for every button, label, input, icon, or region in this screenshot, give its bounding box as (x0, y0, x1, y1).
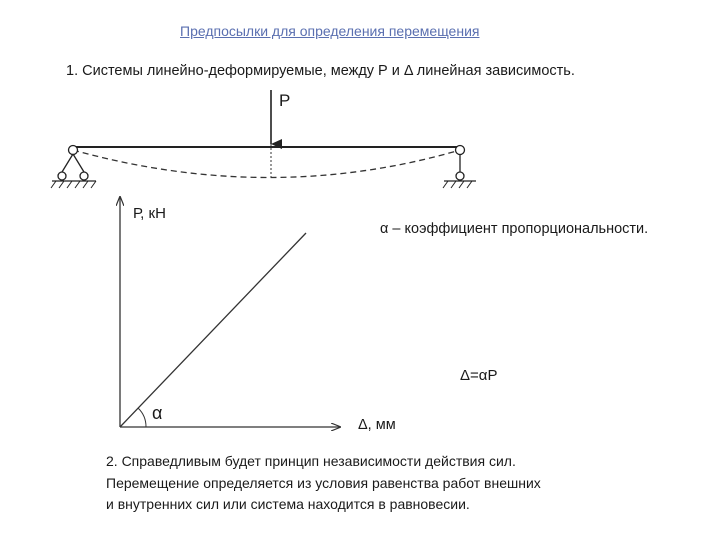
point-2-line-3: и внутренних сил или система находится в равновесии. (106, 496, 470, 512)
p-axis-label: Р, кН (133, 205, 166, 222)
left-pinned-support (51, 146, 96, 189)
alpha-angle-label: α (152, 403, 163, 423)
formula: Δ=αР (460, 367, 498, 384)
beam-diagram (51, 90, 476, 188)
angle-arc (138, 408, 146, 427)
deflected-beam-curve (73, 150, 460, 178)
point-2-line-1: 2. Справедливым будет принцип независимости действия сил. (106, 453, 516, 469)
p-delta-graph (120, 197, 340, 427)
linear-dependence-line (120, 233, 306, 427)
right-roller-support (443, 146, 476, 189)
alpha-definition: α – коэффициент пропорциональности. (380, 221, 649, 237)
delta-axis-label: Δ, мм (358, 417, 396, 433)
point-1-text: 1. Системы линейно-деформируемые, между Р и Δ линейная зависимость. (66, 63, 575, 79)
load-label: Р (279, 91, 291, 110)
point-2-line-2: Перемещение определяется из условия равенства работ внешних (106, 475, 541, 491)
slide-title: Предпосылки для определения перемещения (180, 23, 480, 39)
